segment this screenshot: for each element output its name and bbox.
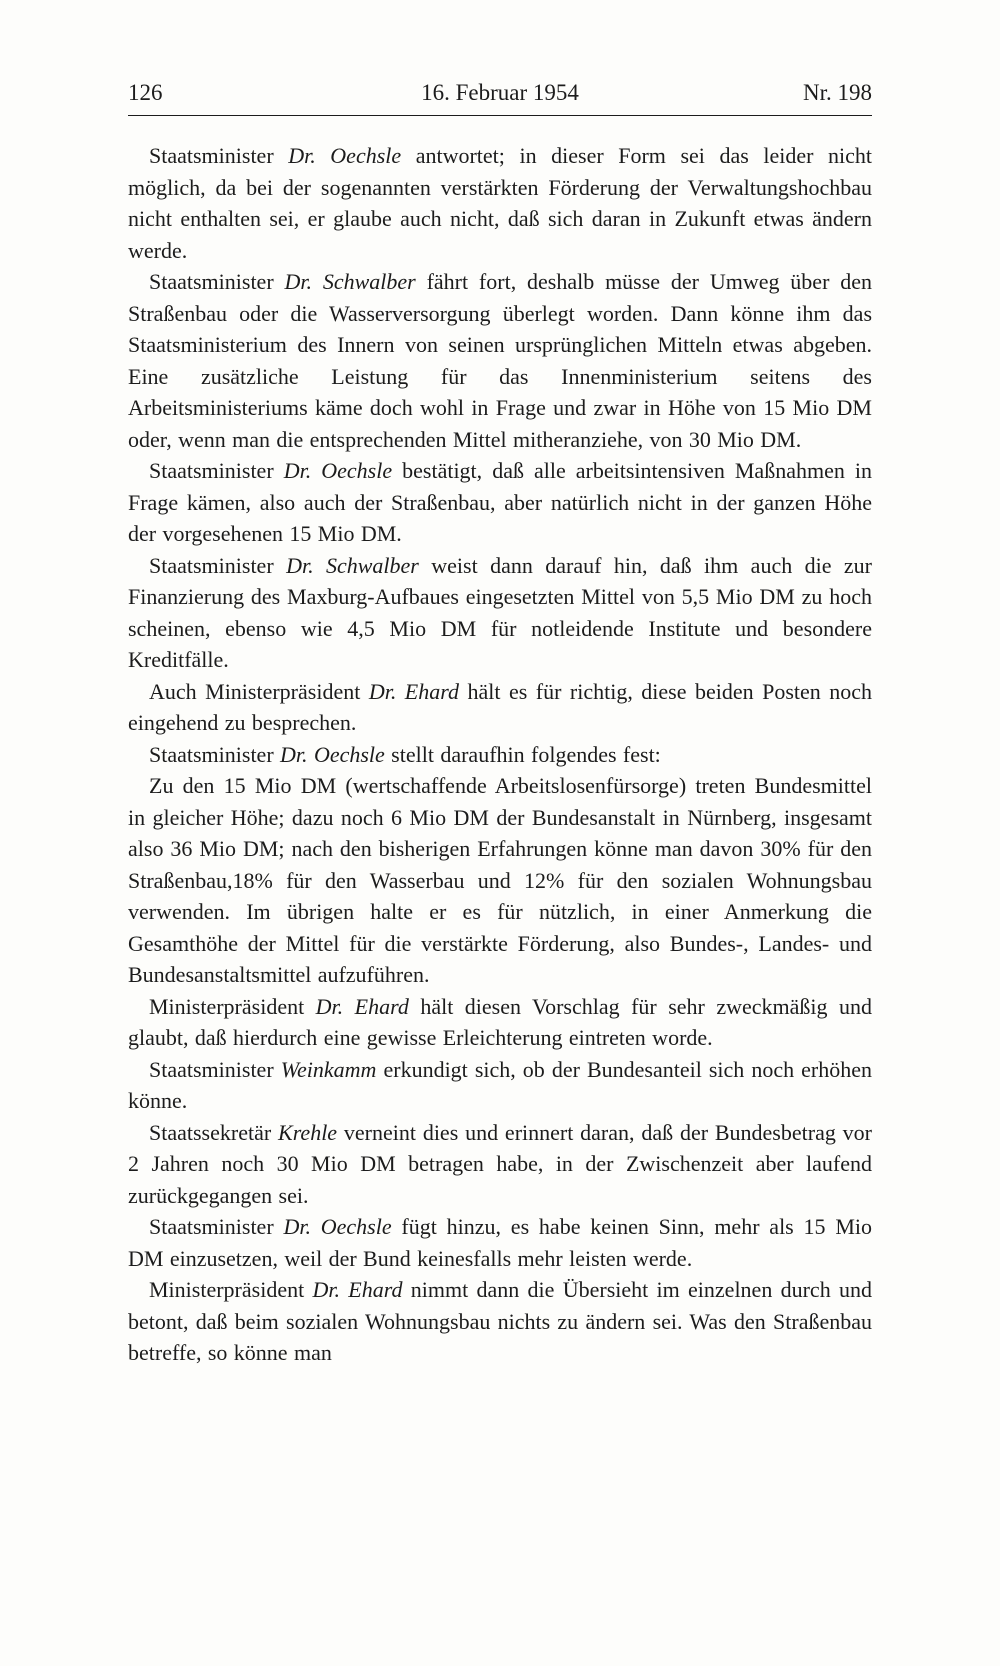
- paragraph-text: erkundigt sich, ob der Bundesanteil sich noch erhöhen könne.: [128, 1056, 872, 1113]
- speaker-name: Dr. Oechsle: [280, 741, 385, 767]
- paragraph: [128, 770, 872, 991]
- page-content: [128, 80, 872, 1369]
- document-body: [128, 140, 872, 1369]
- speaker-name: Dr. Schwalber: [284, 269, 416, 294]
- paragraph: [128, 550, 872, 676]
- header-date: 16. Februar 1954: [421, 80, 579, 105]
- paragraph-text: Staatsminister: [149, 1056, 281, 1082]
- paragraph-text: Auch Ministerpräsident: [149, 678, 369, 704]
- speaker-name: Dr. Ehard: [312, 1277, 403, 1302]
- paragraph-text: Ministerpräsident: [149, 993, 316, 1019]
- paragraph: [128, 1054, 872, 1117]
- paragraph: [128, 140, 872, 266]
- header-rule: [128, 115, 872, 116]
- paragraph-text: Staatsminister: [149, 269, 285, 294]
- paragraph-text: hält diesen Vorschlag für sehr zweckmäßig und glaubt, daß hierdurch eine gewisse Erleichterung eintreten worde.: [128, 993, 872, 1050]
- paragraph-text: Staatsminister: [149, 458, 284, 483]
- paragraph: [128, 676, 872, 739]
- paragraph-text: Ministerpräsident: [149, 1277, 313, 1302]
- speaker-name: Dr. Ehard: [315, 993, 409, 1019]
- paragraph-text: Zu den 15 Mio DM (wertschaffende Arbeitslosenfürsorge) treten Bundesmittel in gleicher Höhe; dazu noch 6 Mio DM der Bundesanstalt in Nürnberg, insgesamt also 36 Mio DM; nach den bisherigen Erfahrungen könne man davon 30% für den Straßenbau,18% für den Wasserbau und 12% für den sozialen Wohnungsbau verwenden. Im übrigen halte er es für nützlich, in einer Anmerkung die Gesamthöhe der Mittel für die verstärkte Förderung, also Bundes-, Landes- und Bundesanstaltsmittel aufzuführen.: [128, 773, 872, 987]
- paragraph-text: Staatsminister: [149, 1214, 284, 1239]
- paragraph-text: stellt daraufhin folgendes fest:: [384, 741, 661, 767]
- paragraph-text: antwortet; in dieser Form sei das leider nicht möglich, da bei der sogenannten verstärkten Förderung der Verwaltungshochbau nicht enthalten sei, er glaube auch nicht, daß sich daran in Zukunft etwas ändern werde.: [128, 143, 872, 263]
- speaker-name: Dr. Schwalber: [286, 552, 419, 578]
- paragraph: [128, 739, 872, 771]
- speaker-name: Dr. Ehard: [368, 678, 459, 704]
- paragraph: [128, 266, 872, 455]
- paragraph-text: Staatssekretär: [149, 1119, 279, 1145]
- paragraph: [128, 1117, 872, 1212]
- paragraph-text: Staatsminister: [149, 552, 287, 578]
- paragraph-text: weist dann darauf hin, daß ihm auch die zur Finanzierung des Maxburg-Aufbaues eingesetzten Mittel von 5,5 Mio DM zu hoch scheinen, ebenso wie 4,5 Mio DM für notleidende Institute und besondere Kreditfälle.: [128, 552, 872, 672]
- paragraph: [128, 455, 872, 550]
- speaker-name: Dr. Oechsle: [288, 143, 402, 168]
- paragraph: [128, 991, 872, 1054]
- speaker-name: Krehle: [278, 1119, 338, 1145]
- page-number: 126: [128, 80, 163, 105]
- speaker-name: Dr. Oechsle: [283, 458, 393, 483]
- speaker-name: Weinkamm: [280, 1056, 377, 1082]
- paragraph-text: Staatsminister: [149, 143, 289, 168]
- issue-number: Nr. 198: [803, 80, 872, 105]
- paragraph-text: nimmt dann die Übersieht im einzelnen durch und betont, daß beim sozialen Wohnungsbau nichts zu ändern sei. Was den Straßenbau betreffe, so könne man: [128, 1277, 872, 1365]
- paragraph-text: hält es für richtig, diese beiden Posten noch eingehend zu besprechen.: [128, 678, 873, 735]
- paragraph: [128, 1211, 872, 1274]
- paragraph-text: fügt hinzu, es habe keinen Sinn, mehr als 15 Mio DM einzusetzen, weil der Bund keinesfalls mehr leisten werde.: [128, 1214, 873, 1271]
- speaker-name: Dr. Oechsle: [283, 1214, 392, 1239]
- paragraph-text: bestätigt, daß alle arbeitsintensiven Maßnahmen in Frage kämen, also auch der Straßenbau, aber natürlich nicht in der ganzen Höhe der vorgesehenen 15 Mio DM.: [128, 458, 872, 546]
- page-header: [128, 80, 872, 115]
- paragraph-text: Staatsminister: [149, 741, 281, 767]
- paragraph: [128, 1274, 872, 1369]
- paragraph-text: fährt fort, deshalb müsse der Umweg über den Straßenbau oder die Wasserversorgung überlegt worden. Dann könne ihm das Staatsministerium des Innern von seinen ursprünglichen Mitteln etwas abgeben. Eine zusätzliche Leistung für das Innenministerium seitens des Arbeitsministeriums käme doch wohl in Frage und zwar in Höhe von 15 Mio DM oder, wenn man die entsprechenden Mittel mitheranziehe, von 30 Mio DM.: [128, 269, 872, 452]
- paragraph-text: verneint dies und erinnert daran, daß der Bundesbetrag vor 2 Jahren noch 30 Mio DM betragen habe, in der Zwischenzeit aber laufend zurückgegangen sei.: [128, 1119, 872, 1208]
